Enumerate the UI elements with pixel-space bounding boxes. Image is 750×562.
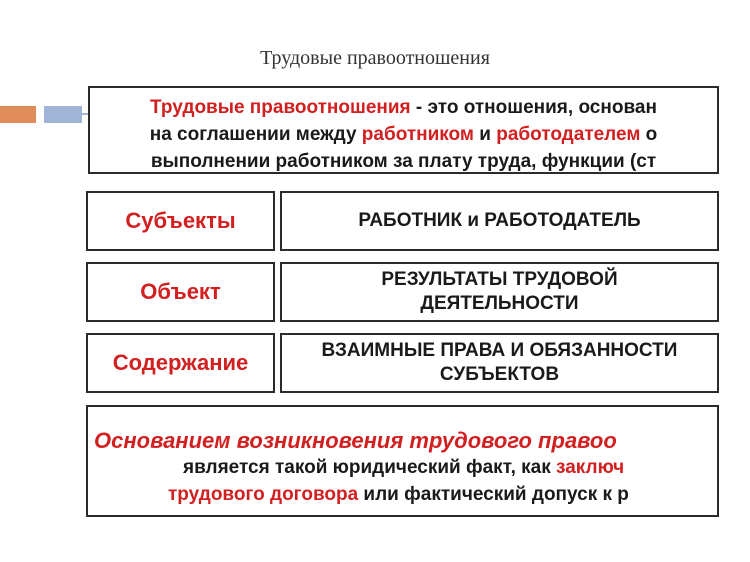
value-content [280, 333, 719, 393]
value-subjects [280, 191, 719, 251]
value-line: РЕЗУЛЬТАТЫ ТРУДОВОЙ [381, 269, 618, 290]
slide-title: Трудовые правоотношения [260, 47, 490, 69]
value-line: РАБОТНИК и РАБОТОДАТЕЛЬ [358, 210, 641, 231]
definition-text: - это отношения, основан [410, 97, 657, 118]
basis-line-3 [88, 481, 717, 508]
decor-orange-bar [0, 106, 36, 123]
definition-box [88, 86, 719, 174]
label-content: Содержание [86, 333, 275, 393]
definition-line-3: выполнении работником за плату труда, функции (ст [150, 151, 657, 172]
definition-employee: работником [361, 124, 474, 145]
basis-box [86, 405, 719, 517]
basis-text: является такой юридический факт, как [183, 457, 556, 478]
value-line: ДЕЯТЕЛЬНОСТИ [420, 293, 579, 314]
value-line: СУБЪЕКТОВ [439, 364, 560, 385]
basis-line-2 [88, 454, 717, 481]
basis-contract: трудового договора [168, 484, 359, 505]
definition-line-1 [90, 94, 717, 121]
basis-text: или фактический допуск к р [358, 484, 629, 505]
definition-line-2 [90, 121, 717, 148]
decor-blue-bar [44, 106, 82, 123]
value-object [280, 262, 719, 322]
label-subjects: Субъекты [86, 191, 275, 251]
definition-employer: работодателем [496, 124, 641, 145]
definition-text: о [640, 124, 658, 145]
definition-text: и [473, 124, 497, 145]
definition-term: Трудовые правоотношения [150, 97, 411, 118]
basis-conclusion: заключ [556, 457, 625, 478]
value-line: ВЗАИМНЫЕ ПРАВА И ОБЯЗАННОСТИ [321, 340, 678, 361]
definition-text: на соглашении между [149, 124, 362, 145]
basis-heading: Основанием возникновения трудового правоо [94, 428, 617, 453]
label-object: Объект [86, 262, 275, 322]
